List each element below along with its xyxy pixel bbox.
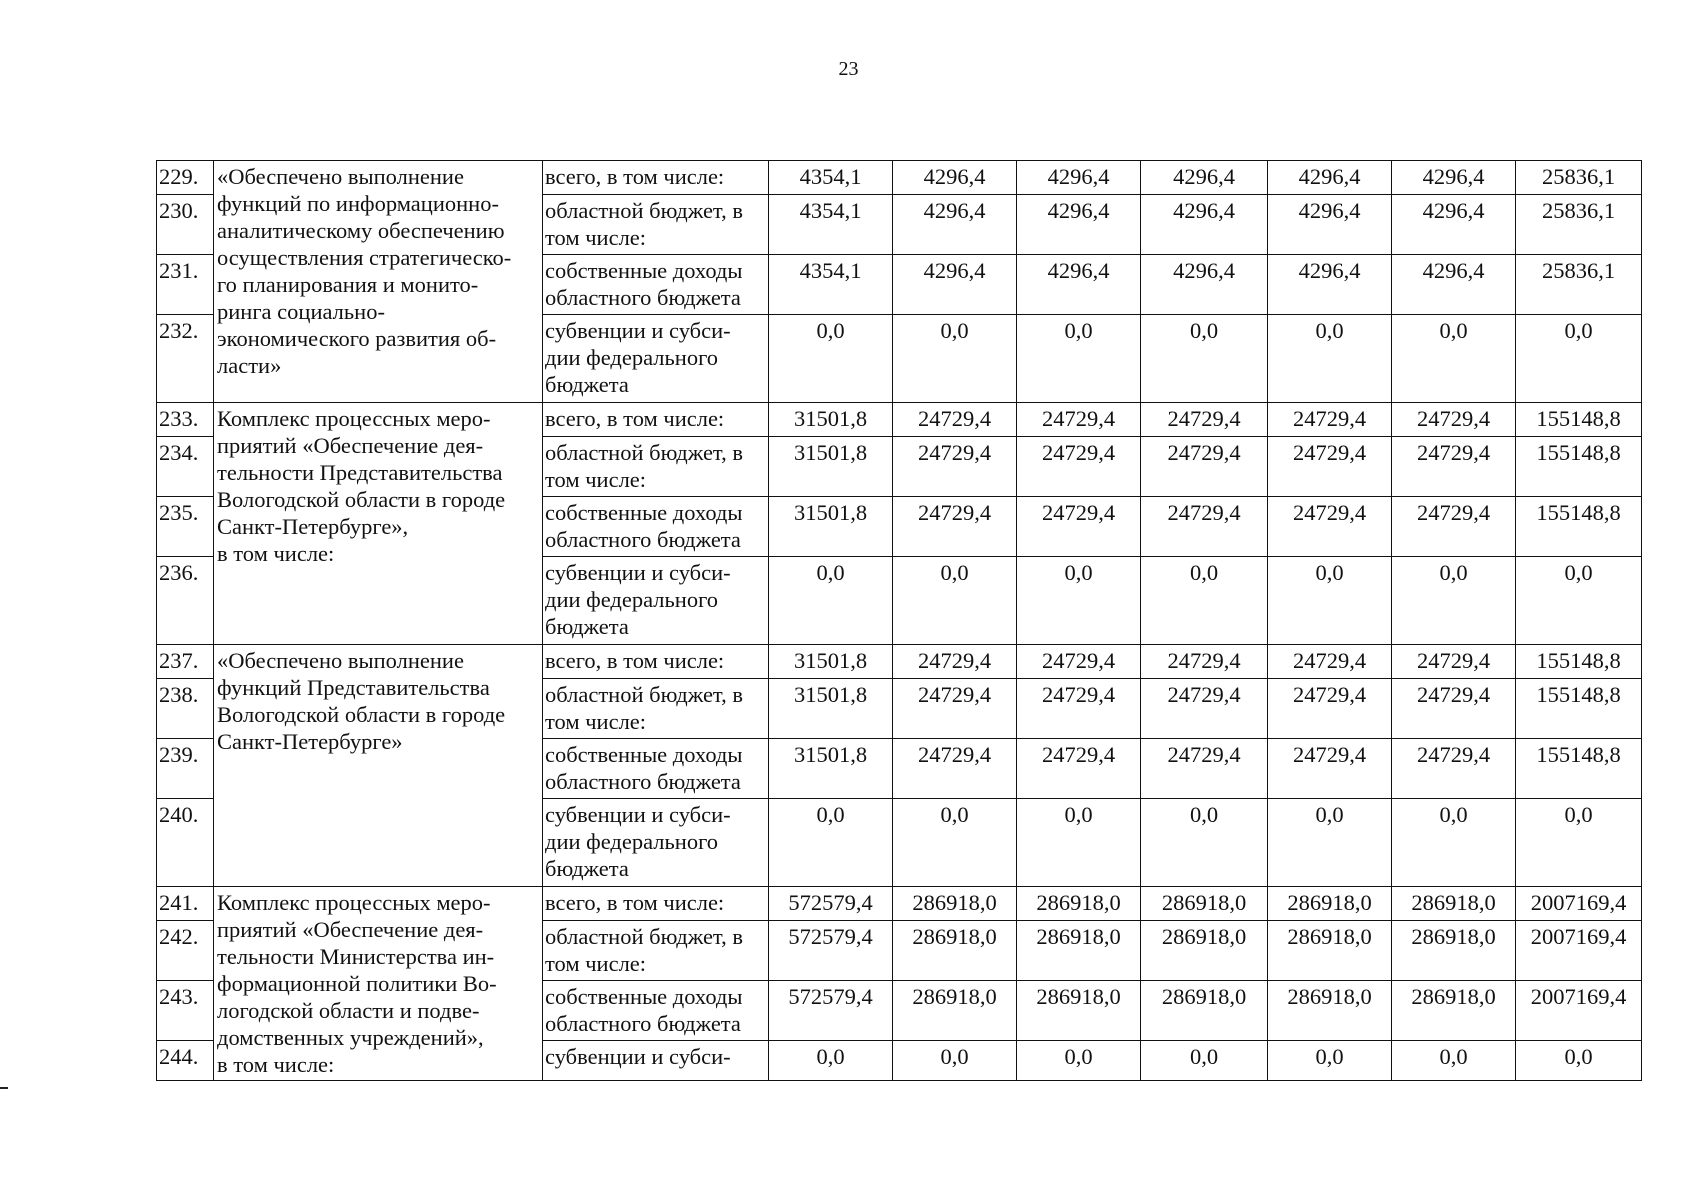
year-value: 0,0 bbox=[1268, 799, 1392, 887]
year-value: 24729,4 bbox=[1017, 497, 1141, 557]
year-value: 286918,0 bbox=[1017, 981, 1141, 1041]
year-value: 31501,8 bbox=[769, 739, 893, 799]
year-value: 4354,1 bbox=[769, 255, 893, 315]
table-row bbox=[157, 403, 1642, 437]
funding-source: областной бюджет, в том числе: bbox=[543, 437, 769, 497]
row-number: 244. bbox=[157, 1041, 214, 1081]
row-number: 242. bbox=[157, 921, 214, 981]
row-number: 237. bbox=[157, 645, 214, 679]
year-value: 24729,4 bbox=[1141, 403, 1268, 437]
year-value: 4296,4 bbox=[1141, 255, 1268, 315]
year-value: 286918,0 bbox=[1141, 981, 1268, 1041]
year-value: 286918,0 bbox=[1017, 887, 1141, 921]
year-value: 4296,4 bbox=[893, 255, 1017, 315]
year-value: 4354,1 bbox=[769, 195, 893, 255]
total-value: 155148,8 bbox=[1516, 437, 1642, 497]
year-value: 4296,4 bbox=[1268, 255, 1392, 315]
year-value: 24729,4 bbox=[1141, 679, 1268, 739]
year-value: 572579,4 bbox=[769, 981, 893, 1041]
year-value: 4296,4 bbox=[1017, 195, 1141, 255]
row-number: 231. bbox=[157, 255, 214, 315]
year-value: 286918,0 bbox=[1141, 921, 1268, 981]
year-value: 286918,0 bbox=[1141, 887, 1268, 921]
funding-source: собственные доходы областного бюджета bbox=[543, 255, 769, 315]
year-value: 572579,4 bbox=[769, 887, 893, 921]
year-value: 24729,4 bbox=[1141, 739, 1268, 799]
funding-source: субвенции и субси- дии федерального бюджета bbox=[543, 799, 769, 887]
total-value: 0,0 bbox=[1516, 1041, 1642, 1081]
page-number: 23 bbox=[838, 58, 859, 80]
table-body bbox=[157, 161, 1642, 1081]
year-value: 0,0 bbox=[1392, 1041, 1516, 1081]
year-value: 286918,0 bbox=[893, 921, 1017, 981]
funding-source: всего, в том числе: bbox=[543, 887, 769, 921]
year-value: 0,0 bbox=[769, 557, 893, 645]
funding-source: областной бюджет, в том числе: bbox=[543, 195, 769, 255]
year-value: 24729,4 bbox=[1017, 679, 1141, 739]
year-value: 24729,4 bbox=[1268, 679, 1392, 739]
year-value: 4296,4 bbox=[1141, 195, 1268, 255]
year-value: 286918,0 bbox=[893, 887, 1017, 921]
year-value: 0,0 bbox=[1268, 1041, 1392, 1081]
funding-source: всего, в том числе: bbox=[543, 403, 769, 437]
row-number: 243. bbox=[157, 981, 214, 1041]
funding-source: субвенции и субси- дии федерального бюджета bbox=[543, 557, 769, 645]
year-value: 0,0 bbox=[1392, 799, 1516, 887]
year-value: 286918,0 bbox=[1268, 981, 1392, 1041]
year-value: 4296,4 bbox=[1392, 255, 1516, 315]
total-value: 0,0 bbox=[1516, 315, 1642, 403]
total-value: 25836,1 bbox=[1516, 161, 1642, 195]
year-value: 286918,0 bbox=[1268, 887, 1392, 921]
year-value: 0,0 bbox=[893, 557, 1017, 645]
year-value: 0,0 bbox=[1141, 557, 1268, 645]
activity-name: Комплекс процессных меро- приятий «Обеспечение дея- тельности Представительства Вологодской области в городе Санкт-Петербурге», в том числе: bbox=[214, 403, 543, 645]
year-value: 24729,4 bbox=[1392, 403, 1516, 437]
year-value: 286918,0 bbox=[1268, 921, 1392, 981]
year-value: 0,0 bbox=[1268, 315, 1392, 403]
year-value: 24729,4 bbox=[893, 403, 1017, 437]
row-number: 235. bbox=[157, 497, 214, 557]
year-value: 286918,0 bbox=[1392, 981, 1516, 1041]
funding-source: собственные доходы областного бюджета bbox=[543, 739, 769, 799]
year-value: 0,0 bbox=[893, 1041, 1017, 1081]
year-value: 24729,4 bbox=[1268, 739, 1392, 799]
year-value: 31501,8 bbox=[769, 437, 893, 497]
year-value: 24729,4 bbox=[1392, 437, 1516, 497]
year-value: 572579,4 bbox=[769, 921, 893, 981]
year-value: 286918,0 bbox=[1017, 921, 1141, 981]
year-value: 24729,4 bbox=[1017, 645, 1141, 679]
year-value: 24729,4 bbox=[1017, 739, 1141, 799]
year-value: 24729,4 bbox=[1268, 403, 1392, 437]
year-value: 0,0 bbox=[1017, 315, 1141, 403]
year-value: 24729,4 bbox=[1392, 645, 1516, 679]
year-value: 31501,8 bbox=[769, 645, 893, 679]
year-value: 0,0 bbox=[1141, 799, 1268, 887]
year-value: 24729,4 bbox=[893, 739, 1017, 799]
year-value: 4296,4 bbox=[1017, 161, 1141, 195]
total-value: 25836,1 bbox=[1516, 255, 1642, 315]
year-value: 24729,4 bbox=[1392, 739, 1516, 799]
row-number: 234. bbox=[157, 437, 214, 497]
total-value: 155148,8 bbox=[1516, 497, 1642, 557]
year-value: 24729,4 bbox=[1017, 437, 1141, 497]
table-row bbox=[157, 887, 1642, 921]
total-value: 2007169,4 bbox=[1516, 887, 1642, 921]
total-value: 25836,1 bbox=[1516, 195, 1642, 255]
year-value: 286918,0 bbox=[1392, 921, 1516, 981]
year-value: 24729,4 bbox=[893, 679, 1017, 739]
year-value: 0,0 bbox=[1141, 315, 1268, 403]
year-value: 0,0 bbox=[769, 315, 893, 403]
year-value: 286918,0 bbox=[893, 981, 1017, 1041]
year-value: 24729,4 bbox=[893, 645, 1017, 679]
total-value: 2007169,4 bbox=[1516, 921, 1642, 981]
year-value: 0,0 bbox=[1268, 557, 1392, 645]
row-number: 240. bbox=[157, 799, 214, 887]
year-value: 0,0 bbox=[1392, 315, 1516, 403]
activity-name: Комплекс процессных меро- приятий «Обеспечение дея- тельности Министерства ин- формационной политики Во- логодской области и подве- домственных учреждений», в том числе: bbox=[214, 887, 543, 1081]
total-value: 155148,8 bbox=[1516, 403, 1642, 437]
year-value: 4296,4 bbox=[1017, 255, 1141, 315]
year-value: 4296,4 bbox=[893, 161, 1017, 195]
year-value: 0,0 bbox=[1141, 1041, 1268, 1081]
year-value: 0,0 bbox=[893, 799, 1017, 887]
total-value: 0,0 bbox=[1516, 799, 1642, 887]
row-number: 233. bbox=[157, 403, 214, 437]
year-value: 4296,4 bbox=[1392, 195, 1516, 255]
year-value: 0,0 bbox=[769, 799, 893, 887]
total-value: 155148,8 bbox=[1516, 679, 1642, 739]
row-number: 229. bbox=[157, 161, 214, 195]
year-value: 31501,8 bbox=[769, 497, 893, 557]
funding-source: собственные доходы областного бюджета bbox=[543, 497, 769, 557]
budget-table bbox=[156, 160, 1642, 1081]
year-value: 4296,4 bbox=[1141, 161, 1268, 195]
year-value: 24729,4 bbox=[1268, 437, 1392, 497]
year-value: 4354,1 bbox=[769, 161, 893, 195]
activity-name: «Обеспечено выполнение функций по информационно- аналитическому обеспечению осуществления стратегическо- го планирования и монито- ринга социально- экономического развития об- ласти» bbox=[214, 161, 543, 403]
year-value: 0,0 bbox=[893, 315, 1017, 403]
year-value: 24729,4 bbox=[1141, 645, 1268, 679]
row-number: 230. bbox=[157, 195, 214, 255]
funding-source: областной бюджет, в том числе: bbox=[543, 921, 769, 981]
year-value: 24729,4 bbox=[1141, 497, 1268, 557]
total-value: 155148,8 bbox=[1516, 739, 1642, 799]
year-value: 0,0 bbox=[1392, 557, 1516, 645]
year-value: 24729,4 bbox=[1017, 403, 1141, 437]
funding-source: собственные доходы областного бюджета bbox=[543, 981, 769, 1041]
year-value: 0,0 bbox=[1017, 1041, 1141, 1081]
year-value: 24729,4 bbox=[1268, 645, 1392, 679]
year-value: 24729,4 bbox=[1392, 679, 1516, 739]
year-value: 4296,4 bbox=[1268, 195, 1392, 255]
row-number: 236. bbox=[157, 557, 214, 645]
year-value: 0,0 bbox=[1017, 799, 1141, 887]
activity-name: «Обеспечено выполнение функций Представительства Вологодской области в городе Санкт-Петербурге» bbox=[214, 645, 543, 887]
year-value: 4296,4 bbox=[893, 195, 1017, 255]
funding-source: всего, в том числе: bbox=[543, 645, 769, 679]
year-value: 4296,4 bbox=[1268, 161, 1392, 195]
year-value: 4296,4 bbox=[1392, 161, 1516, 195]
year-value: 0,0 bbox=[769, 1041, 893, 1081]
table-row bbox=[157, 161, 1642, 195]
row-number: 232. bbox=[157, 315, 214, 403]
margin-dash bbox=[0, 1087, 8, 1089]
year-value: 24729,4 bbox=[1392, 497, 1516, 557]
funding-source: субвенции и субси- дии федерального бюджета bbox=[543, 315, 769, 403]
total-value: 0,0 bbox=[1516, 557, 1642, 645]
funding-source: областной бюджет, в том числе: bbox=[543, 679, 769, 739]
year-value: 31501,8 bbox=[769, 679, 893, 739]
year-value: 24729,4 bbox=[1268, 497, 1392, 557]
funding-source: всего, в том числе: bbox=[543, 161, 769, 195]
total-value: 2007169,4 bbox=[1516, 981, 1642, 1041]
row-number: 238. bbox=[157, 679, 214, 739]
year-value: 24729,4 bbox=[893, 497, 1017, 557]
funding-source: субвенции и субси- bbox=[543, 1041, 769, 1081]
row-number: 239. bbox=[157, 739, 214, 799]
total-value: 155148,8 bbox=[1516, 645, 1642, 679]
year-value: 286918,0 bbox=[1392, 887, 1516, 921]
row-number: 241. bbox=[157, 887, 214, 921]
year-value: 0,0 bbox=[1017, 557, 1141, 645]
year-value: 31501,8 bbox=[769, 403, 893, 437]
table-row bbox=[157, 645, 1642, 679]
year-value: 24729,4 bbox=[893, 437, 1017, 497]
year-value: 24729,4 bbox=[1141, 437, 1268, 497]
